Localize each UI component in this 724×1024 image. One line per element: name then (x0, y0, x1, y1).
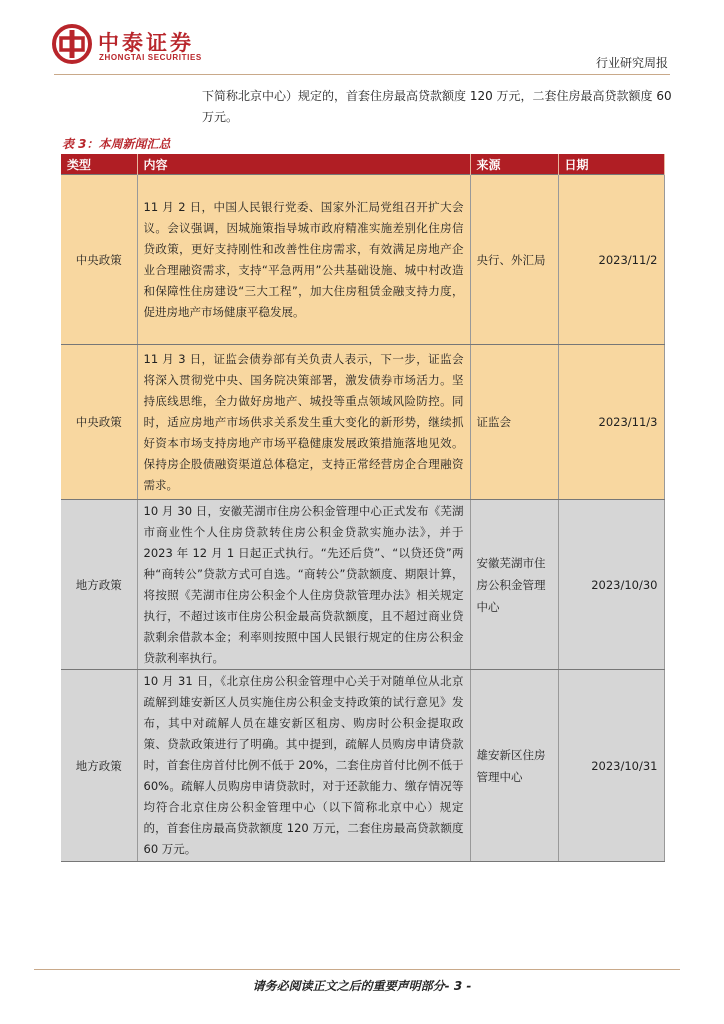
header-divider (54, 74, 670, 75)
logo-english-name: ZHONGTAI SECURITIES (99, 53, 202, 62)
row-type: 中央政策 (61, 345, 137, 500)
row-type: 中央政策 (61, 175, 137, 345)
header-content: 内容 (137, 154, 470, 175)
news-summary-table (61, 154, 665, 862)
row-type: 地方政策 (61, 500, 137, 670)
row-content: 11 月 2 日，中国人民银行党委、国家外汇局党组召开扩大会议。会议强调，因城施策指导城市政府精准实施差别化住房信贷政策，更好支持刚性和改善性住房需求，有效满足房地产企业合理融资需求，支持“平急两用”公共基础设施、城中村改造和保障性住房建设“三大工程”，加大住房租赁金融支持力度，促进房地产市场健康平稳发展。 (137, 175, 470, 345)
row-source: 央行、外汇局 (470, 175, 558, 345)
logo-chinese-name: 中泰证券 (98, 31, 194, 55)
header-date: 日期 (558, 154, 664, 175)
zhongtai-logo-icon (52, 24, 92, 64)
row-date: 2023/11/3 (558, 345, 664, 500)
header-source: 来源 (470, 154, 558, 175)
report-type-label: 行业研究周报 (595, 56, 668, 70)
table-row (61, 670, 664, 862)
table-row (61, 345, 664, 500)
row-date: 2023/10/31 (558, 670, 664, 862)
row-content: 10 月 30 日，安徽芜湖市住房公积金管理中心正式发布《芜湖市商业性个人住房贷款转住房公积金贷款实施办法》，并于 2023 年 12 月 1 日起正式执行。“先还后贷”、“以贷还贷”两种“商转公”贷款方式可自选。“商转公”贷款额度、期限计算，将按照《芜湖市住房公积金个人住房贷款管理办法》相关规定执行，不超过该市住房公积金最高贷款额度，且不超过商业贷款剩余借款本金；利率则按照中国人民银行规定的住房公积金贷款利率执行。 (137, 500, 470, 670)
table-header-row (61, 154, 664, 175)
footer-disclaimer: 请务必阅读正文之后的重要声明部分- 3 - (252, 979, 472, 993)
table-title: 表 3：本周新闻汇总 (62, 137, 171, 151)
row-content: 10 月 31 日，《北京住房公积金管理中心关于对随单位从北京疏解到雄安新区人员实施住房公积金支持政策的试行意见》发布，其中对疏解人员在雄安新区租房、购房时公积金提取政策、贷款政策进行了明确。其中提到，疏解人员购房申请贷款时，首套住房首付比例不低于 20%，二套住房首付比例不低于 60%。疏解人员购房申请贷款时，对于还款能力、缴存情况等均符合北京住房公积金管理中心（以下简称北京中心）规定的，首套住房最高贷款额度 120 万元，二套住房最高贷款额度 60 万元。 (137, 670, 470, 862)
row-type: 地方政策 (61, 670, 137, 862)
row-source: 证监会 (470, 345, 558, 500)
table-row (61, 175, 664, 345)
row-date: 2023/11/2 (558, 175, 664, 345)
footer-divider (34, 969, 680, 970)
company-logo (52, 24, 242, 68)
row-source: 安徽芜湖市住房公积金管理中心 (470, 500, 558, 670)
table-row (61, 500, 664, 670)
row-date: 2023/10/30 (558, 500, 664, 670)
intro-paragraph: 下简称北京中心）规定的，首套住房最高贷款额度 120 万元，二套住房最高贷款额度 60 万元。 (202, 89, 672, 124)
header-type: 类型 (61, 154, 137, 175)
row-source: 雄安新区住房管理中心 (470, 670, 558, 862)
row-content: 11 月 3 日，证监会债券部有关负责人表示，下一步，证监会将深入贯彻党中央、国务院决策部署，激发债券市场活力。坚持底线思维，全力做好房地产、城投等重点领域风险防控。同时，适应房地产市场供求关系发生重大变化的新形势，继续抓好资本市场支持房地产市场平稳健康发展政策措施落地见效。保持房企股债融资渠道总体稳定，支持正常经营房企合理融资需求。 (137, 345, 470, 500)
